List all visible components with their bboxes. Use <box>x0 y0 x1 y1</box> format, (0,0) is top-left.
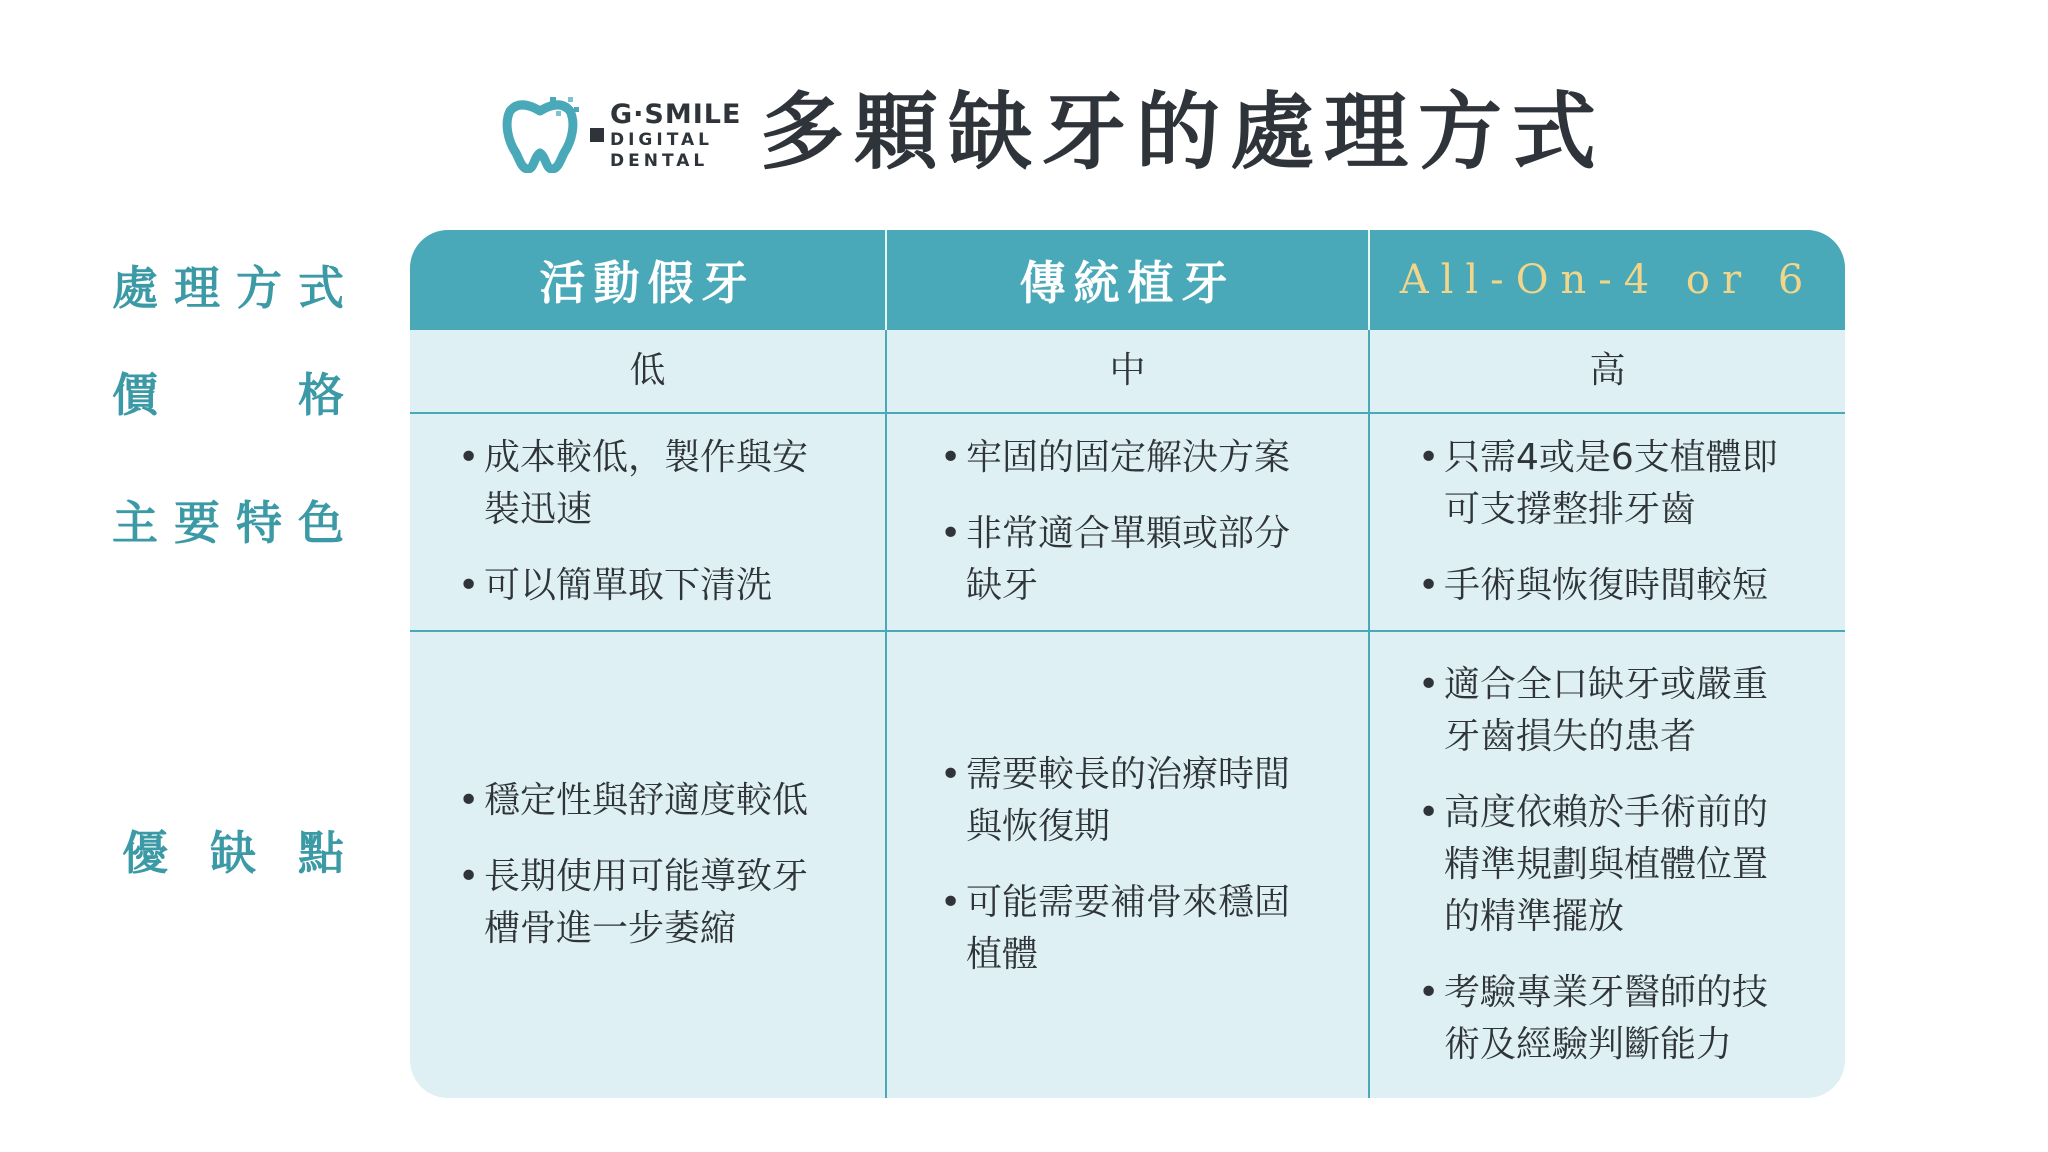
row-label-char: 方 <box>236 261 282 315</box>
row-label-char: 缺 <box>210 826 256 880</box>
list-item-line: 可支撐整排牙齒 <box>1444 489 1697 530</box>
list-item <box>940 432 1360 484</box>
list-item <box>1418 787 1838 943</box>
features-cell <box>458 414 878 630</box>
list-item-line: 裝迅速 <box>484 489 593 530</box>
list-item-line: 牙齒損失的患者 <box>1444 716 1697 757</box>
list-item-line: • 高度依賴於手術前的 <box>1444 792 1769 833</box>
list-item <box>1418 659 1838 763</box>
price-cell <box>887 330 1368 412</box>
row-label-char: 色 <box>298 496 344 550</box>
pros-cons-cell <box>1418 632 1838 1098</box>
list-item-line: • 成本較低，製作與安 <box>484 437 809 478</box>
list-item-line: 缺牙 <box>966 565 1039 606</box>
square-mark-icon <box>590 128 604 142</box>
features-cell <box>940 414 1360 630</box>
row-label-char: 價 <box>112 368 158 422</box>
list-item-line: • 需要較長的治療時間 <box>966 754 1291 795</box>
list-item-line: • 穩定性與舒適度較低 <box>484 780 809 821</box>
tooth-icon <box>500 97 580 173</box>
row-label-char: 點 <box>298 826 344 880</box>
list-item <box>458 432 878 536</box>
pros-cons-cell <box>458 632 878 1098</box>
price-value: 高 <box>1589 350 1626 391</box>
list-item-line: 植體 <box>966 934 1039 975</box>
row-label-char: 要 <box>174 496 220 550</box>
row-label-char: 處 <box>112 261 158 315</box>
column-header-traditional-implant: 傳統植牙 <box>1019 256 1236 310</box>
brand-line-2: DIGITAL <box>610 129 713 150</box>
row-label-char: 優 <box>122 826 168 880</box>
list-item-line: 槽骨進一步萎縮 <box>484 908 737 949</box>
features-cell <box>1418 414 1838 630</box>
row-label-char: 理 <box>174 261 220 315</box>
price-cell <box>1370 330 1845 412</box>
list-item <box>1418 967 1838 1071</box>
brand-logo <box>500 97 741 173</box>
list-item-line: 精準規劃與植體位置 <box>1444 844 1769 885</box>
price-cell <box>410 330 885 412</box>
list-item-line: • 只需4或是6支植體即 <box>1444 437 1778 478</box>
list-item-line: 術及經驗判斷能力 <box>1444 1024 1733 1065</box>
price-value: 低 <box>629 350 666 391</box>
list-item <box>1418 432 1838 536</box>
row-label-features <box>112 490 344 550</box>
row-label-price <box>112 362 344 422</box>
column-divider <box>885 330 887 1098</box>
list-item-line: • 可能需要補骨來穩固 <box>966 882 1291 923</box>
list-item-line: • 手術與恢復時間較短 <box>1444 565 1769 606</box>
brand-line-3: DENTAL <box>610 150 709 171</box>
list-item-line: 與恢復期 <box>966 806 1111 847</box>
list-item <box>458 560 878 612</box>
list-item-line: 的精準擺放 <box>1444 896 1625 937</box>
list-item-line: • 非常適合單顆或部分 <box>966 513 1291 554</box>
price-value: 中 <box>1109 350 1146 391</box>
column-divider <box>1368 330 1370 1098</box>
list-item <box>940 749 1360 853</box>
list-item-line: • 考驗專業牙醫師的技 <box>1444 972 1769 1013</box>
row-label-char: 式 <box>298 261 344 315</box>
brand-header <box>500 80 741 190</box>
row-label-char: 特 <box>236 496 282 550</box>
row-label-char: 主 <box>112 496 158 550</box>
list-item <box>1418 560 1838 612</box>
pros-cons-cell <box>940 632 1360 1098</box>
row-label-method <box>112 255 344 315</box>
column-header-all-on-4: All-On-4 or 6 <box>1399 257 1816 303</box>
list-item-line: • 牢固的固定解決方案 <box>966 437 1291 478</box>
brand-line-1: G·SMILE <box>610 98 742 130</box>
row-label-char: 格 <box>298 368 344 422</box>
list-item <box>458 775 878 827</box>
column-header-removable-denture: 活動假牙 <box>539 256 756 310</box>
list-item <box>458 851 878 955</box>
list-item-line: • 長期使用可能導致牙 <box>484 856 809 897</box>
row-label-pros-cons <box>122 820 344 880</box>
list-item-line: • 適合全口缺牙或嚴重 <box>1444 664 1769 705</box>
list-item <box>940 508 1360 612</box>
list-item <box>940 877 1360 981</box>
list-item-line: • 可以簡單取下清洗 <box>484 565 773 606</box>
brand-wordmark <box>610 98 742 171</box>
page-title: 多顆缺牙的處理方式 <box>760 82 1607 181</box>
comparison-table <box>410 230 1845 1098</box>
